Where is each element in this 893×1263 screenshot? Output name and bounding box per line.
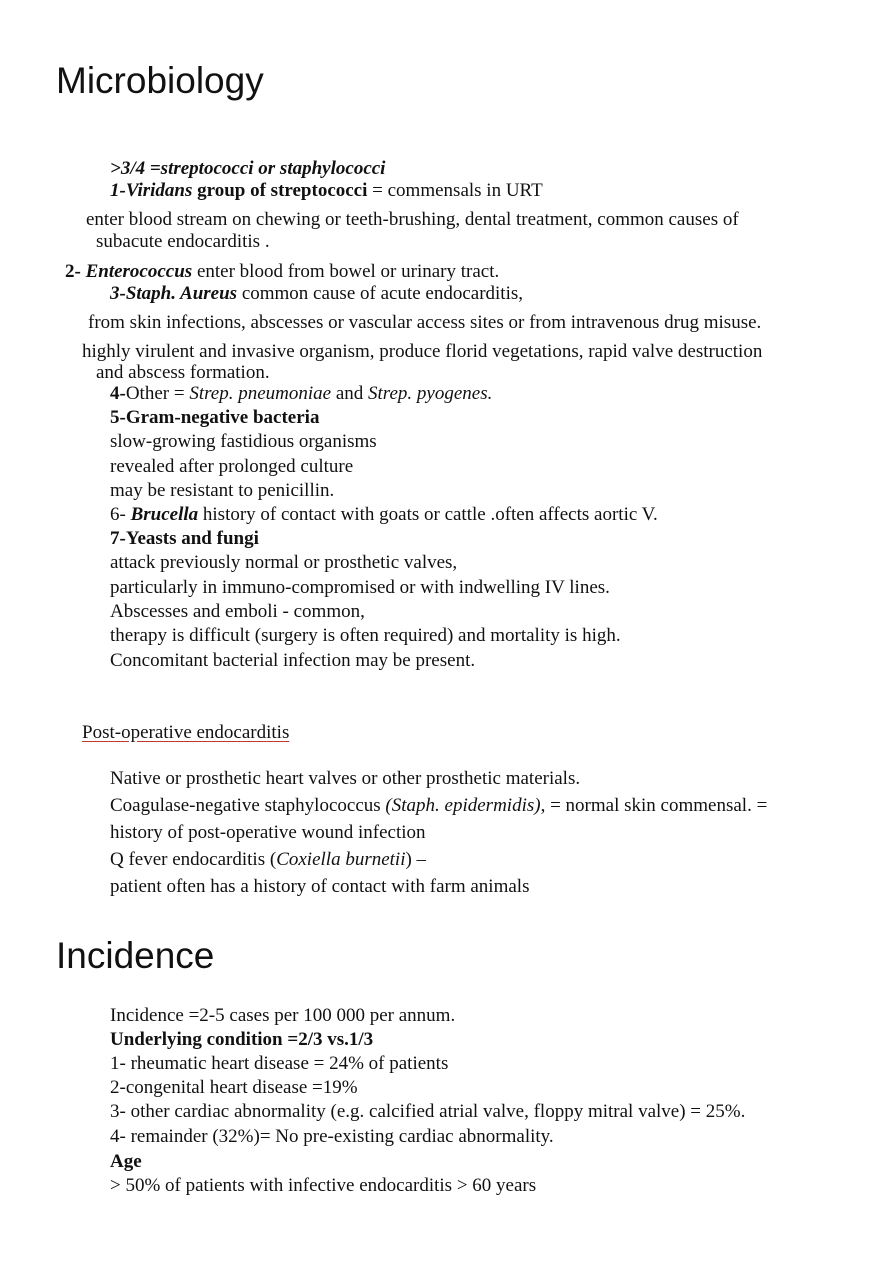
incidence-line-6: 4- remainder (32%)= No pre-existing cardiac abnormality.: [110, 1126, 554, 1147]
micro-line-staph-aureus: 3-Staph. Aureus common cause of acute endocarditis,: [110, 283, 524, 304]
micro-line-20: therapy is difficult (surgery is often required) and mortality is high.: [110, 625, 621, 646]
micro-line-7: from skin infections, abscesses or vascular access sites or from intravenous drug misuse.: [88, 312, 762, 333]
micro-line-12: slow-growing fastidious organisms: [110, 431, 377, 452]
micro-line-1: >3/4 =streptococci or staphylococci: [110, 158, 386, 179]
incidence-line-5: 3- other cardiac abnormality (e.g. calcified atrial valve, floppy mitral valve) = 25%.: [110, 1101, 746, 1122]
micro-line-21: Concomitant bacterial infection may be present.: [110, 650, 476, 671]
incidence-line-3: 1- rheumatic heart disease = 24% of patients: [110, 1053, 449, 1074]
micro-line-13: revealed after prolonged culture: [110, 456, 354, 477]
postop-line-1: Native or prosthetic heart valves or other prosthetic materials.: [110, 768, 581, 789]
micro-line-viridans: 1-Viridans group of streptococci = commensals in URT: [110, 180, 543, 201]
micro-line-brucella: 6- Brucella history of contact with goats or cattle .often affects aortic V.: [110, 504, 658, 525]
micro-line-18: particularly in immuno-compromised or with indwelling IV lines.: [110, 577, 610, 598]
postop-heading: Post-operative endocarditis: [82, 722, 290, 743]
micro-line-yeasts: 7-Yeasts and fungi: [110, 528, 259, 549]
micro-line-other: 4-Other = Strep. pneumoniae and Strep. pyogenes.: [110, 383, 493, 404]
incidence-line-4: 2-congenital heart disease =19%: [110, 1077, 358, 1098]
incidence-line-age: Age: [110, 1151, 142, 1172]
micro-line-14: may be resistant to penicillin.: [110, 480, 335, 501]
micro-line-8: highly virulent and invasive organism, produce florid vegetations, rapid valve destruction: [82, 341, 763, 362]
micro-line-19: Abscesses and emboli - common,: [110, 601, 365, 622]
incidence-heading: Incidence: [56, 935, 215, 976]
postop-line-5: patient often has a history of contact with farm animals: [110, 876, 530, 897]
micro-line-4: subacute endocarditis .: [96, 231, 270, 252]
micro-line-9: and abscess formation.: [96, 362, 270, 383]
micro-line-enterococcus: 2- Enterococcus enter blood from bowel or urinary tract.: [65, 261, 500, 282]
postop-line-4: Q fever endocarditis (Coxiella burnetii) –: [110, 849, 427, 870]
micro-line-3: enter blood stream on chewing or teeth-brushing, dental treatment, common causes of: [86, 209, 739, 230]
incidence-line-8: > 50% of patients with infective endocarditis > 60 years: [110, 1175, 537, 1196]
incidence-line-2: Underlying condition =2/3 vs.1/3: [110, 1029, 374, 1050]
micro-line-gram-negative: 5-Gram-negative bacteria: [110, 407, 320, 428]
postop-line-3: history of post-operative wound infection: [110, 822, 426, 843]
incidence-line-1: Incidence =2-5 cases per 100 000 per annum.: [110, 1005, 456, 1026]
postop-line-2: Coagulase-negative staphylococcus (Staph. epidermidis), = normal skin commensal. =: [110, 795, 768, 816]
micro-line-17: attack previously normal or prosthetic valves,: [110, 552, 458, 573]
microbiology-heading: Microbiology: [56, 60, 264, 101]
